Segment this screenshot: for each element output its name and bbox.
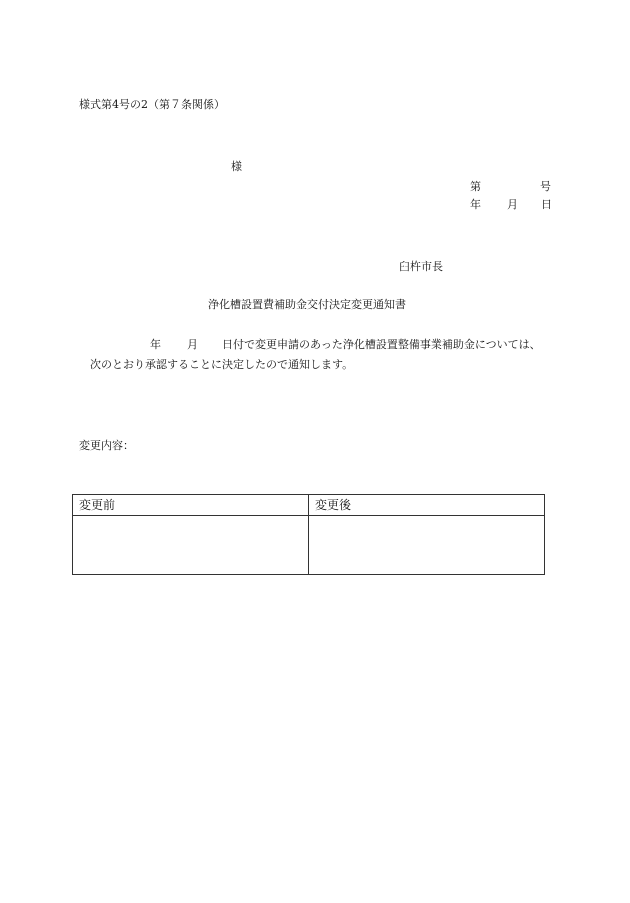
- form-number: 様式第4号の2（第７条関係）: [79, 98, 225, 111]
- body-year-label: 年: [150, 338, 161, 351]
- table-cell-after: [309, 516, 544, 574]
- change-content-label: 変更内容：: [79, 439, 134, 452]
- date-day-label: 日: [541, 198, 552, 211]
- table-header-before: 変更前: [73, 495, 309, 516]
- table-cell-before: [73, 516, 309, 574]
- table-header-after: 変更後: [309, 495, 544, 516]
- date-year-label: 年: [470, 198, 481, 211]
- document-title: 浄化槽設置費補助金交付決定変更通知書: [208, 298, 406, 311]
- body-month-label: 月: [187, 338, 198, 351]
- issuer-name: 臼杵市長: [399, 260, 443, 273]
- body-text-line1: 日付で変更申請のあった浄化槽設置整備事業補助金については、: [222, 338, 541, 351]
- body-text-line2: 次のとおり承認することに決定したので通知します。: [90, 358, 354, 371]
- doc-number-suffix: 号: [540, 180, 551, 193]
- doc-number-prefix: 第: [470, 180, 481, 193]
- recipient-suffix: 様: [231, 160, 242, 173]
- date-month-label: 月: [507, 198, 518, 211]
- change-table: [72, 494, 545, 575]
